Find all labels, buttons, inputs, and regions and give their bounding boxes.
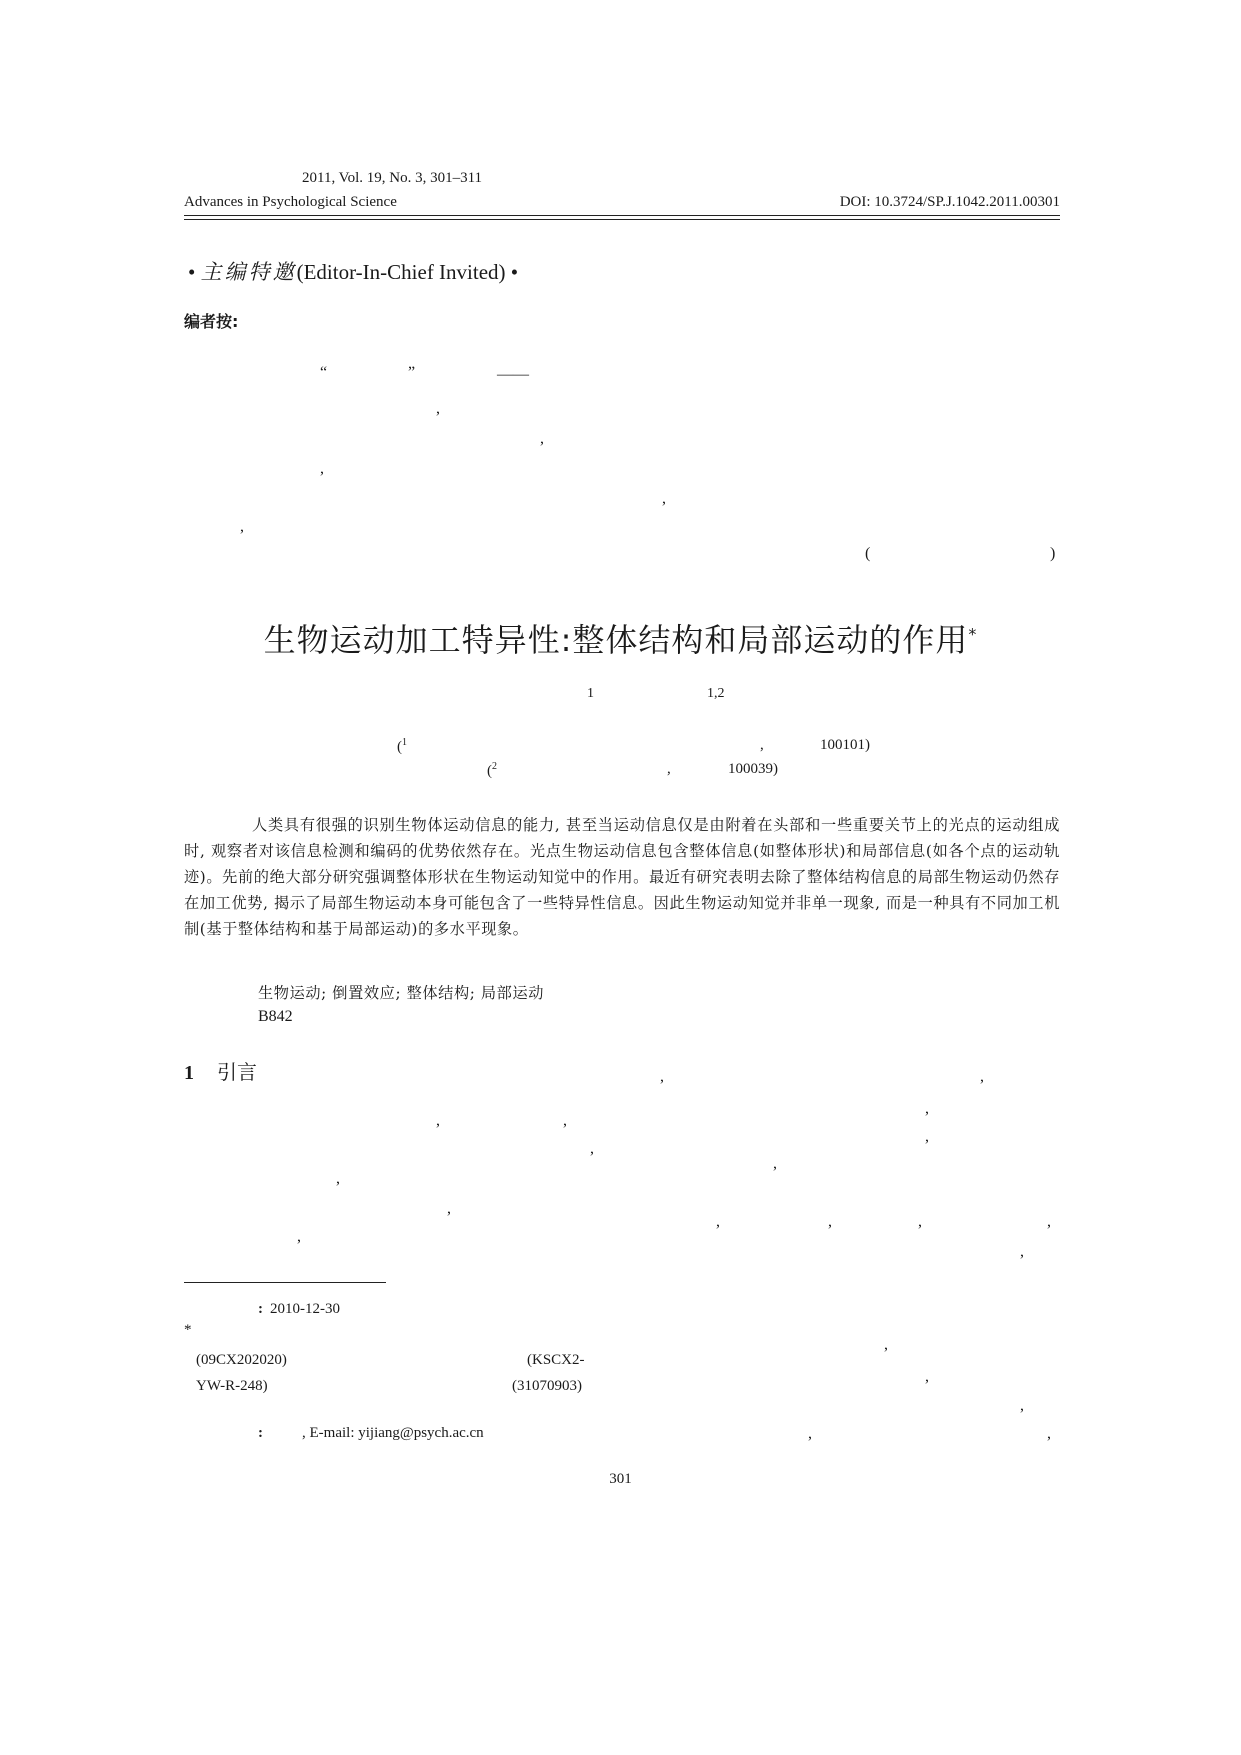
body-comma: , [884,1336,888,1353]
editor-note-close-quote: ” [408,364,416,381]
affiliation-1-paren: ( [397,739,402,755]
doi: DOI: 10.3724/SP.J.1042.2011.00301 [839,194,1060,210]
contact-colon: : [258,1425,263,1441]
affiliation-1-comma: , [760,737,764,753]
editor-note-close-paren: ) [1050,545,1056,562]
affiliation-2-comma: , [667,761,671,777]
body-comma: , [336,1170,340,1187]
citation-line: 2011, Vol. 19, No. 3, 301–311 [302,170,483,186]
body-comma: , [447,1200,451,1217]
contact-email: , E-mail: yijiang@psych.ac.cn [302,1425,484,1441]
title-footnote-mark: * [968,624,978,644]
editor-note-comma: , [436,400,440,417]
fund-star: * [184,1322,192,1338]
received-date: 2010-12-30 [270,1301,340,1317]
body-comma: , [925,1128,929,1145]
body-comma: , [716,1213,720,1230]
body-comma: , [980,1068,984,1085]
body-comma: , [436,1112,440,1129]
keywords: 生物运动; 倒置效应; 整体结构; 局部运动 [258,984,545,1002]
footnote-rule [184,1282,386,1283]
body-comma: , [297,1228,301,1245]
body-comma: , [918,1213,922,1230]
classification-code: B842 [258,1008,293,1025]
editor-note-open-quote: “ [320,364,328,381]
article-title-text: 生物运动加工特异性:整体结构和局部运动的作用 [263,621,969,659]
fund-code-3: YW-R-248) [196,1378,268,1394]
body-comma: , [1020,1397,1024,1414]
fund-code-2: (KSCX2- [527,1352,585,1368]
affiliation-1-sup: 1 [402,737,407,748]
header-rule-bottom [184,219,1060,220]
column-tag-bullet: • [188,260,196,284]
section-heading [184,1056,257,1085]
body-comma: , [925,1368,929,1385]
journal-name: Advances in Psychological Science [184,194,397,210]
body-comma: , [773,1155,777,1172]
editor-note-open-paren: ( [865,545,871,562]
editor-note-comma: , [320,460,324,477]
editor-note-dash: —— [497,366,529,383]
header-rule-top [184,215,1060,216]
column-tag [188,256,518,286]
affiliation-1-postcode: 100101) [820,737,870,753]
editor-note-comma: , [240,518,244,535]
section-number: 1 [184,1062,194,1084]
body-comma: , [563,1112,567,1129]
author-sup-2: 1,2 [707,686,725,701]
editor-note-comma: , [540,430,544,447]
affiliation-2-paren: ( [487,763,492,779]
body-comma: , [1047,1425,1051,1442]
body-comma: , [925,1100,929,1117]
body-comma: , [808,1425,812,1442]
page-number: 301 [609,1471,632,1487]
column-tag-cn: 主编特邀 [200,260,297,284]
abstract: 人类具有很强的识别生物体运动信息的能力, 甚至当运动信息仅是由附着在头部和一些重要关节上的光点的运动组成时, 观察者对该信息检测和编码的优势依然存在。光点生物运动信息包含整体信息(如整体形状)和局部信息(如各个点的运动轨迹)。先前的绝大部分研究强调整体形状在生物运动知觉中的作用。最近有研究表明去除了整体结构信息的局部生物运动仍然存在加工优势, 揭示了局部生物运动本身可能包含了一些特异性信息。因此生物运动知觉并非单一现象, 而是一种具有不同加工机制(基于整体结构和基于局部运动)的多水平现象。 [184,816,1060,938]
affiliation-2-sup: 2 [492,761,497,772]
column-tag-bullet: • [510,260,519,284]
body-comma: , [660,1068,664,1085]
editor-note-label: 编者按: [184,312,239,331]
fund-code-4: (31070903) [512,1378,582,1394]
affiliation-2-open [487,761,497,780]
body-comma: , [1020,1243,1024,1260]
affiliation-2-postcode: 100039) [728,761,778,777]
fund-code-1: (09CX202020) [196,1352,287,1368]
section-title: 引言 [217,1060,257,1084]
author-sup-1: 1 [587,686,594,701]
body-comma: , [590,1140,594,1157]
article-title [0,615,1241,661]
received-colon: : [258,1301,263,1317]
editor-note-comma: , [662,490,666,507]
column-tag-en: (Editor-In-Chief Invited) [296,260,506,284]
body-comma: , [828,1213,832,1230]
body-comma: , [1047,1213,1051,1230]
affiliation-1-open [397,737,407,756]
